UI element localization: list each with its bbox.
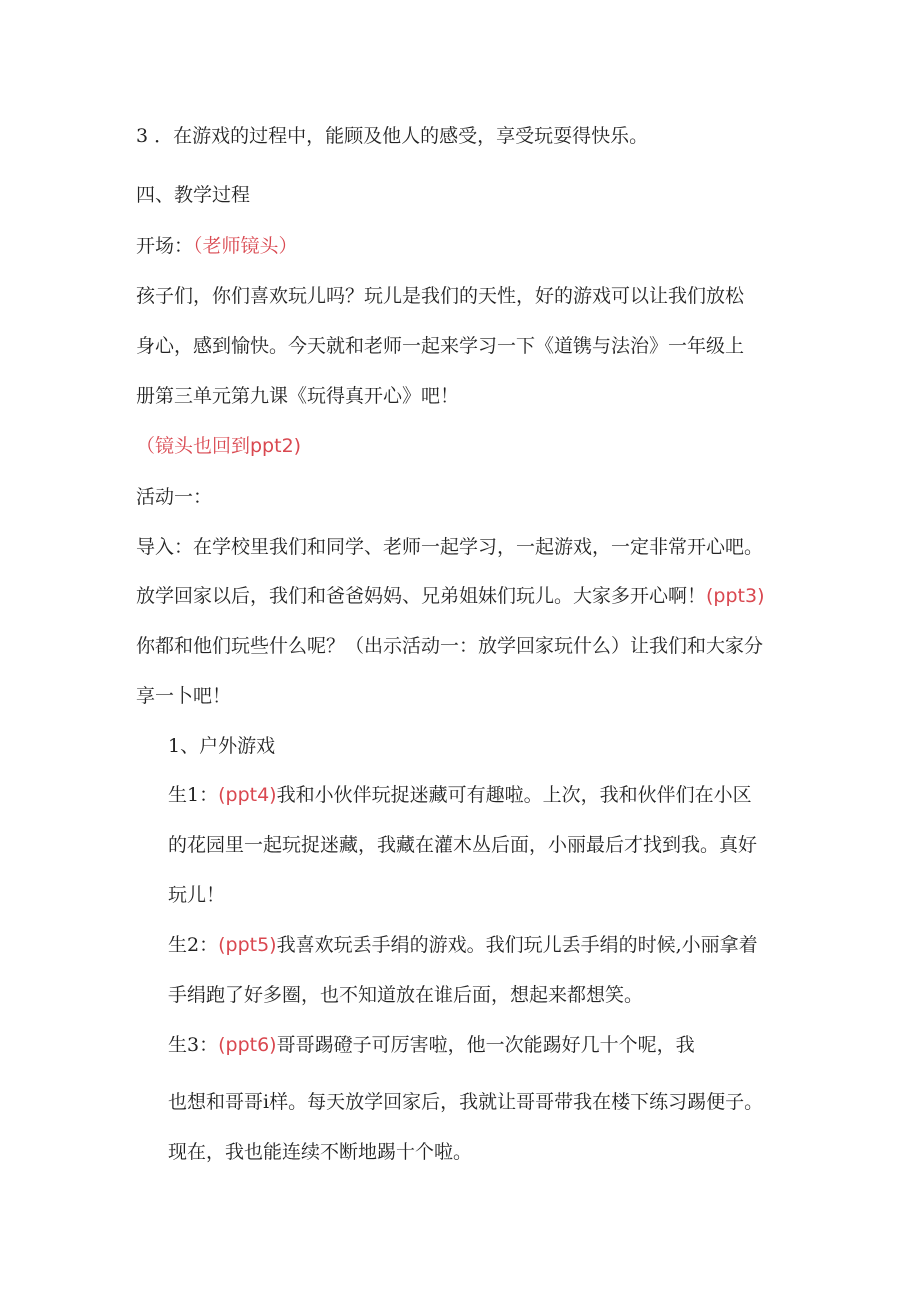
body-text: 享一卜吧！ bbox=[136, 685, 232, 707]
paragraph-line bbox=[136, 634, 763, 658]
annotation-line bbox=[136, 434, 301, 458]
activity-one-label bbox=[136, 485, 212, 509]
opening-line bbox=[136, 234, 298, 258]
annotation-text: （镜头也回到ppt2) bbox=[136, 435, 302, 457]
annotation-text: （老师镜头） bbox=[193, 235, 298, 257]
body-text: 放学回家以后，我们和爸爸妈妈、兄弟姐妹们玩儿。大家多开心啊！ bbox=[136, 585, 707, 607]
body-text: 也想和哥哥i样。每天放学回家后，我就让哥哥带我在楼下练习踢便子。 bbox=[168, 1091, 764, 1113]
paragraph-line bbox=[168, 983, 643, 1007]
body-text: 开场： bbox=[136, 235, 194, 257]
annotation-text: (ppt5) bbox=[218, 934, 277, 956]
paragraph-line bbox=[168, 833, 757, 857]
body-text: 你都和他们玩些什么呢？（出示活动一：放学回家玩什么）让我们和大家分 bbox=[136, 635, 764, 657]
body-text: 活动一： bbox=[136, 486, 213, 508]
paragraph-line bbox=[136, 684, 231, 708]
student-1-line bbox=[168, 783, 752, 807]
annotation-text: (ppt6) bbox=[218, 1034, 277, 1056]
body-text: 导入：在学校里我们和同学、老师一起学习，一起游戏，一定非常开心吧。 bbox=[136, 536, 764, 558]
body-text: 的花园里一起玩捉迷藏，我藏在灌木丛后面，小丽最后才找到我。真好 bbox=[168, 834, 758, 856]
annotation-text: (ppt3) bbox=[706, 585, 765, 607]
body-text: 孩子们，你们喜欢玩儿吗？玩儿是我们的天性，好的游戏可以让我们放松 bbox=[136, 285, 745, 307]
body-text: 我喜欢玩丢手绢的游戏。我们玩儿丢手绢的时候,小丽拿着 bbox=[276, 934, 758, 956]
paragraph-line bbox=[136, 535, 763, 559]
body-text: 四、教学过程 bbox=[136, 184, 251, 206]
body-text: 生1： bbox=[168, 784, 219, 806]
body-text: 哥哥踢磴子可厉害啦，他一次能踢好几十个呢，我 bbox=[276, 1034, 695, 1056]
paragraph-line bbox=[168, 1140, 472, 1164]
student-2-line bbox=[168, 933, 758, 957]
objective-3 bbox=[136, 124, 648, 148]
paragraph-line bbox=[168, 1090, 763, 1114]
body-text: 3 ．在游戏的过程中，能顾及他人的感受，享受玩耍得快乐。 bbox=[136, 125, 649, 147]
body-text: 玩儿！ bbox=[168, 884, 226, 906]
paragraph-line bbox=[136, 334, 744, 358]
paragraph-line bbox=[136, 384, 459, 408]
subheading-outdoor-games bbox=[168, 734, 275, 758]
body-text: 现在，我也能连续不断地踢十个啦。 bbox=[168, 1141, 473, 1163]
body-text: 生2： bbox=[168, 934, 219, 956]
body-text: 手绢跑了好多圈，也不知道放在谁后面，想起来都想笑。 bbox=[168, 984, 644, 1006]
student-3-line bbox=[168, 1033, 695, 1057]
section-heading-teaching-process bbox=[136, 183, 250, 207]
paragraph-line bbox=[136, 284, 744, 308]
body-text: 生3： bbox=[168, 1034, 219, 1056]
annotation-text: (ppt4) bbox=[218, 784, 277, 806]
paragraph-line bbox=[168, 883, 225, 907]
body-text: 册第三单元第九课《玩得真开心》吧！ bbox=[136, 385, 460, 407]
body-text: 我和小伙伴玩捉迷藏可有趣啦。上次，我和伙伴们在小区 bbox=[276, 784, 752, 806]
body-text: 身心，感到愉快。今天就和老师一起来学习一下《道镌与法治》一年级上 bbox=[136, 335, 745, 357]
paragraph-line bbox=[136, 584, 765, 608]
body-text: 1、户外游戏 bbox=[168, 735, 276, 757]
